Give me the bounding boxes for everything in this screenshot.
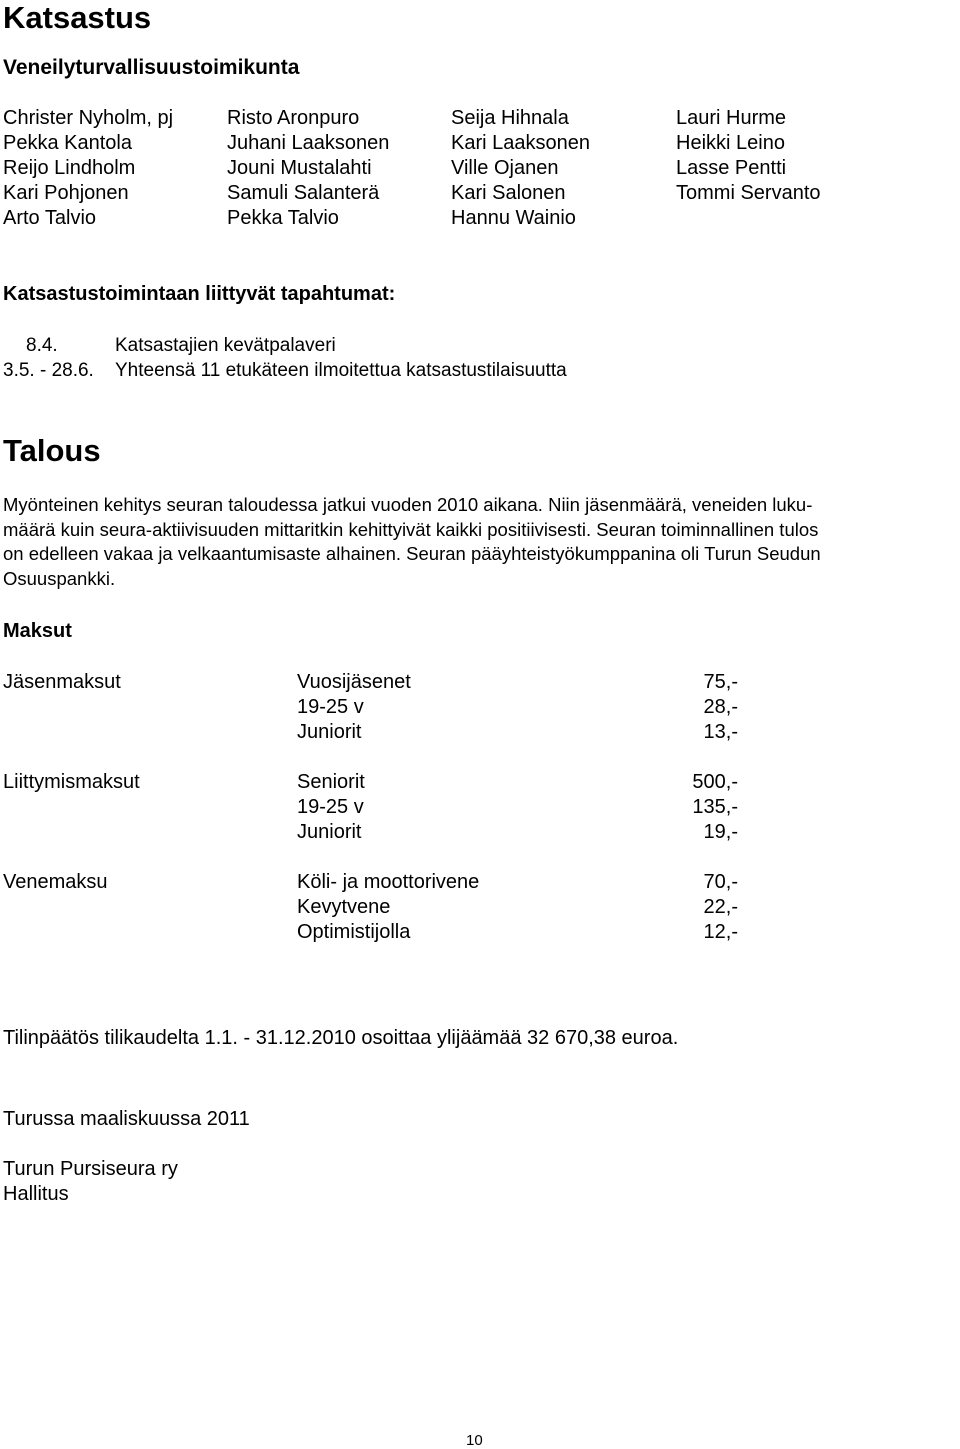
committee-member: Lasse Pentti bbox=[676, 157, 787, 179]
fee-label: 19-25 v bbox=[297, 796, 364, 818]
committee-member: Juhani Laaksonen bbox=[227, 132, 390, 154]
committee-member: Risto Aronpuro bbox=[227, 107, 360, 129]
fee-label: Vuosijäsenet bbox=[297, 671, 411, 693]
fee-row bbox=[3, 871, 738, 896]
paragraph-line: Myönteinen kehitys seuran taloudessa jatkui vuoden 2010 aikana. Niin jäsenmäärä, veneiden luku- bbox=[3, 494, 813, 515]
committee-member: Hannu Wainio bbox=[451, 207, 576, 229]
paragraph-line: määrä kuin seura-aktiivisuuden mittaritkin kehittyivät kaikki positiivisesti. Seuran toiminnallinen tulos bbox=[3, 518, 819, 540]
fee-label: Optimistijolla bbox=[297, 921, 411, 943]
paragraph-line: Osuuspankki. bbox=[3, 567, 116, 589]
maksut-heading: Maksut bbox=[3, 620, 72, 642]
event-date: 3.5. - 28.6. bbox=[3, 360, 94, 381]
committee-member: Reijo Lindholm bbox=[3, 157, 136, 179]
fee-label: 19-25 v bbox=[297, 696, 364, 718]
committee-member: Lauri Hurme bbox=[676, 107, 787, 129]
committee-member: Heikki Leino bbox=[676, 132, 785, 154]
fee-amount: 75,- bbox=[703, 671, 738, 693]
fee-amount: 500,- bbox=[692, 771, 738, 793]
paragraph-line: on edelleen vakaa ja velkaantumisaste alhainen. Seuran pääyhteistyökumppanina oli Turun Seudun bbox=[3, 543, 821, 564]
fee-row bbox=[3, 821, 738, 846]
committee-member: Samuli Salanterä bbox=[227, 182, 380, 204]
committee-member: Tommi Servanto bbox=[676, 182, 821, 204]
committee-member: Ville Ojanen bbox=[451, 157, 559, 179]
signature-org: Turun Pursiseura ry bbox=[3, 1158, 178, 1180]
fee-amount: 13,- bbox=[703, 721, 738, 743]
committee-member: Kari Salonen bbox=[451, 182, 566, 204]
fee-amount: 135,- bbox=[692, 796, 738, 818]
fee-amount: 19,- bbox=[703, 821, 738, 843]
fee-row bbox=[3, 696, 738, 721]
fee-label: Juniorit bbox=[297, 721, 362, 743]
fee-label: Seniorit bbox=[297, 771, 365, 793]
fee-amount: 70,- bbox=[703, 871, 738, 893]
committee-member: Kari Laaksonen bbox=[451, 132, 590, 154]
fee-category: Jäsenmaksut bbox=[3, 671, 121, 693]
page-number: 10 bbox=[466, 1432, 483, 1449]
fee-category: Liittymismaksut bbox=[3, 771, 140, 793]
fee-row bbox=[3, 896, 738, 921]
committee-member: Christer Nyholm, pj bbox=[3, 107, 174, 129]
page-title: Katsastus bbox=[3, 0, 152, 35]
talous-heading: Talous bbox=[3, 433, 101, 468]
event-text: Katsastajien kevätpalaveri bbox=[115, 335, 336, 356]
fee-category: Venemaksu bbox=[3, 871, 108, 893]
committee-member: Kari Pohjonen bbox=[3, 182, 129, 204]
fee-label: Köli- ja moottorivene bbox=[297, 871, 480, 893]
committee-heading: Veneilyturvallisuustoimikunta bbox=[3, 56, 300, 79]
committee-member: Jouni Mustalahti bbox=[227, 157, 372, 179]
events-heading: Katsastustoimintaan liittyvät tapahtumat: bbox=[3, 283, 396, 305]
place-date: Turussa maaliskuussa 2011 bbox=[3, 1108, 250, 1130]
event-date: 8.4. bbox=[26, 335, 58, 356]
tilinpaatos-statement: Tilinpäätös tilikaudelta 1.1. - 31.12.2010 osoittaa ylijäämää 32 670,38 euroa. bbox=[3, 1027, 679, 1049]
fee-amount: 12,- bbox=[703, 921, 738, 943]
committee-member: Pekka Talvio bbox=[227, 207, 339, 229]
fee-row bbox=[3, 921, 738, 946]
fee-label: Kevytvene bbox=[297, 896, 391, 918]
committee-member: Pekka Kantola bbox=[3, 132, 132, 154]
fee-amount: 28,- bbox=[703, 696, 738, 718]
committee-member: Arto Talvio bbox=[3, 207, 97, 229]
fee-row bbox=[3, 671, 738, 696]
fee-row bbox=[3, 796, 738, 821]
committee-member: Seija Hihnala bbox=[451, 107, 569, 129]
talous-paragraph bbox=[3, 493, 821, 591]
fee-row bbox=[3, 771, 738, 796]
fee-label: Juniorit bbox=[297, 821, 362, 843]
event-text: Yhteensä 11 etukäteen ilmoitettua katsastustilaisuutta bbox=[115, 360, 567, 381]
fee-row bbox=[3, 721, 738, 746]
fee-amount: 22,- bbox=[703, 896, 738, 918]
signature-body: Hallitus bbox=[3, 1183, 69, 1205]
